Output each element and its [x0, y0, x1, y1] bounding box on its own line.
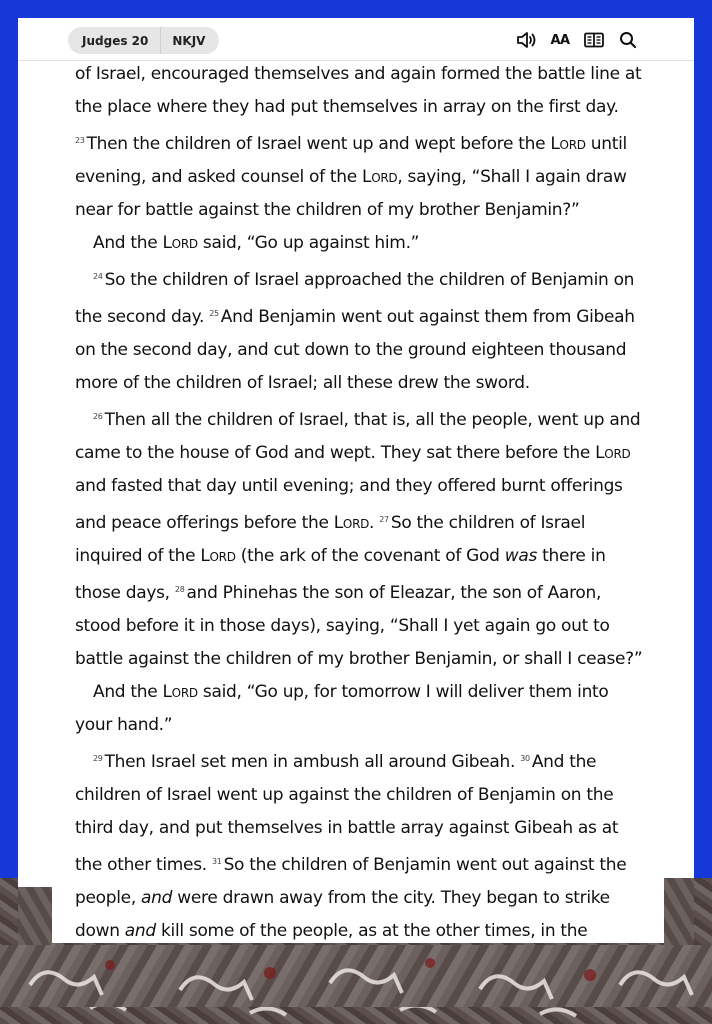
lord-small-caps: Lord	[162, 682, 198, 702]
background-pattern-edge	[664, 878, 694, 945]
verse-text: So the children of Israel approached the children of Benjamin on the second day.	[75, 270, 635, 327]
verse-text: And the	[93, 233, 163, 253]
verse-text: said, “Go up, for tomorrow I will deliver them into your hand.”	[75, 682, 609, 735]
toolbar-icons	[516, 30, 638, 50]
verse-number[interactable]: 25	[209, 309, 219, 318]
scripture-text	[75, 58, 645, 948]
verse-text: .	[369, 513, 380, 533]
verse-number[interactable]: 24	[93, 272, 103, 281]
lord-small-caps: Lord	[362, 167, 398, 187]
verse-number[interactable]: 27	[379, 515, 389, 524]
verse-text: there in those days,	[75, 546, 606, 603]
verse-text: And Benjamin went out against them from Gibeah on the second day, and cut down to the ground eighteen thousand more of the children of Israel; all these drew the sword.	[75, 307, 635, 393]
paragraph	[75, 260, 645, 400]
reader-header	[18, 18, 694, 61]
chapter-selector-button[interactable]: Judges 20	[68, 27, 161, 54]
paragraph	[75, 58, 645, 227]
italic-word: and	[141, 888, 173, 908]
book-reader-icon[interactable]	[584, 30, 604, 50]
verse-text: of Israel, encouraged themselves and again formed the battle line at the place where they had put themselves in array on the first day.	[75, 64, 642, 117]
paragraph	[75, 742, 645, 948]
lord-small-caps: Lord	[333, 513, 370, 533]
speaker-icon[interactable]	[516, 30, 536, 50]
verse-text: and Phinehas the son of Eleazar, the son of Aaron, stood before it in those days), saying, “Shall I yet again go out to battle against the children of my brother Benjamin, or shall I cease?”	[75, 583, 643, 669]
verse-text: (the ark of the covenant of God	[235, 546, 505, 566]
paragraph	[75, 676, 645, 742]
verse-text: kill some of the people, as at the other times, in the	[155, 921, 588, 941]
search-icon[interactable]	[618, 30, 638, 50]
background-pattern-edge	[18, 887, 52, 945]
verse-text: and fasted that day until evening; and they offered burnt offerings and peace offerings before the	[75, 476, 623, 533]
lord-small-caps: Lord	[595, 443, 631, 463]
italic-word: and	[124, 921, 156, 941]
verse-number[interactable]: 26	[93, 412, 103, 421]
chapter-version-pill	[68, 27, 219, 54]
verse-text: Then the children of Israel went up and wept before the	[86, 134, 551, 154]
verse-text: So the children of Benjamin went out against the people,	[75, 855, 627, 908]
verse-text: , saying, “Shall I again draw near for battle against the children of my brother Benjamin?”	[75, 167, 627, 220]
background-pattern-strip	[0, 945, 712, 1007]
italic-word: was	[504, 546, 537, 566]
verse-text: And the	[93, 682, 163, 702]
reader-page	[18, 18, 694, 943]
lord-small-caps: Lord	[162, 233, 198, 253]
verse-number[interactable]: 31	[211, 857, 222, 866]
verse-number[interactable]: 28	[174, 585, 185, 594]
verse-text: Then Israel set men in ambush all around Gibeah.	[104, 752, 521, 772]
verse-text: were drawn away from the city. They began to strike down	[75, 888, 610, 941]
verse-text: And the children of Israel went up against the children of Benjamin on the third day, and put themselves in battle array against Gibeah as at the other times.	[75, 752, 619, 875]
verse-number[interactable]: 29	[93, 754, 103, 763]
lord-small-caps: Lord	[200, 546, 236, 566]
verse-text: until evening, and asked counsel of the	[75, 134, 627, 187]
paragraph	[75, 227, 645, 260]
verse-number[interactable]: 30	[520, 754, 530, 763]
verse-text: said, “Go up against him.”	[197, 233, 420, 253]
verse-text: So the children of Israel inquired of the	[75, 513, 586, 566]
text-size-icon[interactable]: AA	[550, 32, 570, 48]
paragraph	[75, 400, 645, 676]
verse-text: Then all the children of Israel, that is, all the people, went up and came to the house of God and wept. They sat there before the	[75, 410, 641, 463]
version-selector-button[interactable]: NKJV	[172, 33, 206, 48]
verse-number[interactable]: 23	[75, 136, 85, 145]
lord-small-caps: Lord	[550, 134, 586, 154]
